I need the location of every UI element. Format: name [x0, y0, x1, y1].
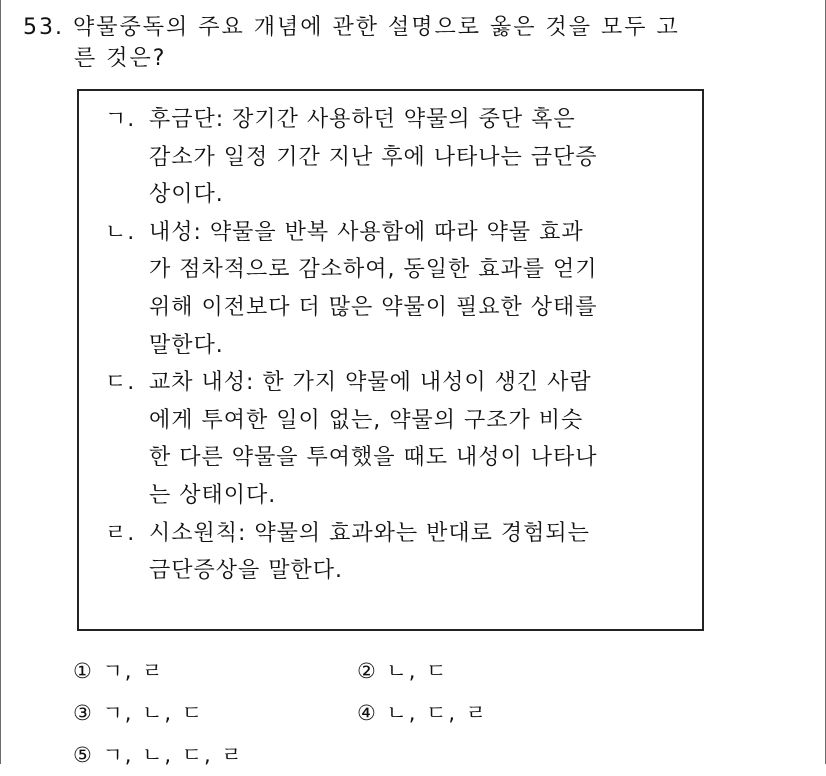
statement-line: 에게 투여한 일이 없는, 약물의 구조가 비슷	[149, 407, 584, 433]
statement-line: 금단증상을 말한다.	[149, 558, 344, 584]
statement-box	[77, 89, 704, 631]
statement-item-b	[105, 214, 685, 364]
statement-line: 말한다.	[149, 332, 224, 358]
statement-line: 내성: 약물을 반복 사용함에 따라 약물 효과	[149, 219, 584, 245]
statement-item-c	[105, 364, 685, 514]
statement-item-a	[105, 101, 685, 214]
question-line-1	[23, 12, 783, 43]
answer-option-2[interactable]: ② ㄴ, ㄷ	[357, 659, 449, 683]
statement-marker: ㄹ.	[105, 520, 136, 546]
statement-item-d	[105, 515, 685, 590]
statement-marker: ㄱ.	[105, 107, 136, 132]
statement-line: 가 점차적으로 감소하여, 동일한 효과를 얻기	[149, 257, 598, 283]
statement-line: 한 다른 약물을 투여했을 때도 내성이 나타나	[149, 445, 598, 471]
answer-option-5[interactable]: ⑤ ㄱ, ㄴ, ㄷ, ㄹ	[73, 743, 244, 767]
question-stem	[23, 12, 783, 74]
statement-marker: ㄷ.	[105, 370, 136, 396]
statement-line: 교차 내성: 한 가지 약물에 내성이 생긴 사람	[149, 370, 592, 396]
statement-line: 후금단: 장기간 사용하던 약물의 중단 혹은	[149, 107, 576, 132]
answer-option-3[interactable]: ③ ㄱ, ㄴ, ㄷ	[73, 701, 205, 725]
question-line-2: 른 것은?	[74, 46, 167, 71]
answer-option-4[interactable]: ④ ㄴ, ㄷ, ㄹ	[357, 701, 489, 725]
answer-option-1[interactable]: ① ㄱ, ㄹ	[73, 659, 165, 683]
statement-line: 위해 이전보다 더 많은 약물이 필요한 상태를	[149, 294, 598, 320]
statement-line: 시소원칙: 약물의 효과와는 반대로 경험되는	[149, 520, 590, 546]
statement-marker: ㄴ.	[105, 219, 136, 245]
statement-line: 상이다.	[149, 182, 224, 208]
statement-line: 는 상태이다.	[149, 482, 277, 508]
statement-list	[105, 101, 685, 590]
question-number: 53.	[23, 15, 64, 40]
statement-line: 감소가 일정 기간 지난 후에 나타나는 금단증	[149, 144, 598, 170]
question-text-1: 약물중독의 주요 개념에 관한 설명으로 옳은 것을 모두 고	[73, 15, 680, 40]
